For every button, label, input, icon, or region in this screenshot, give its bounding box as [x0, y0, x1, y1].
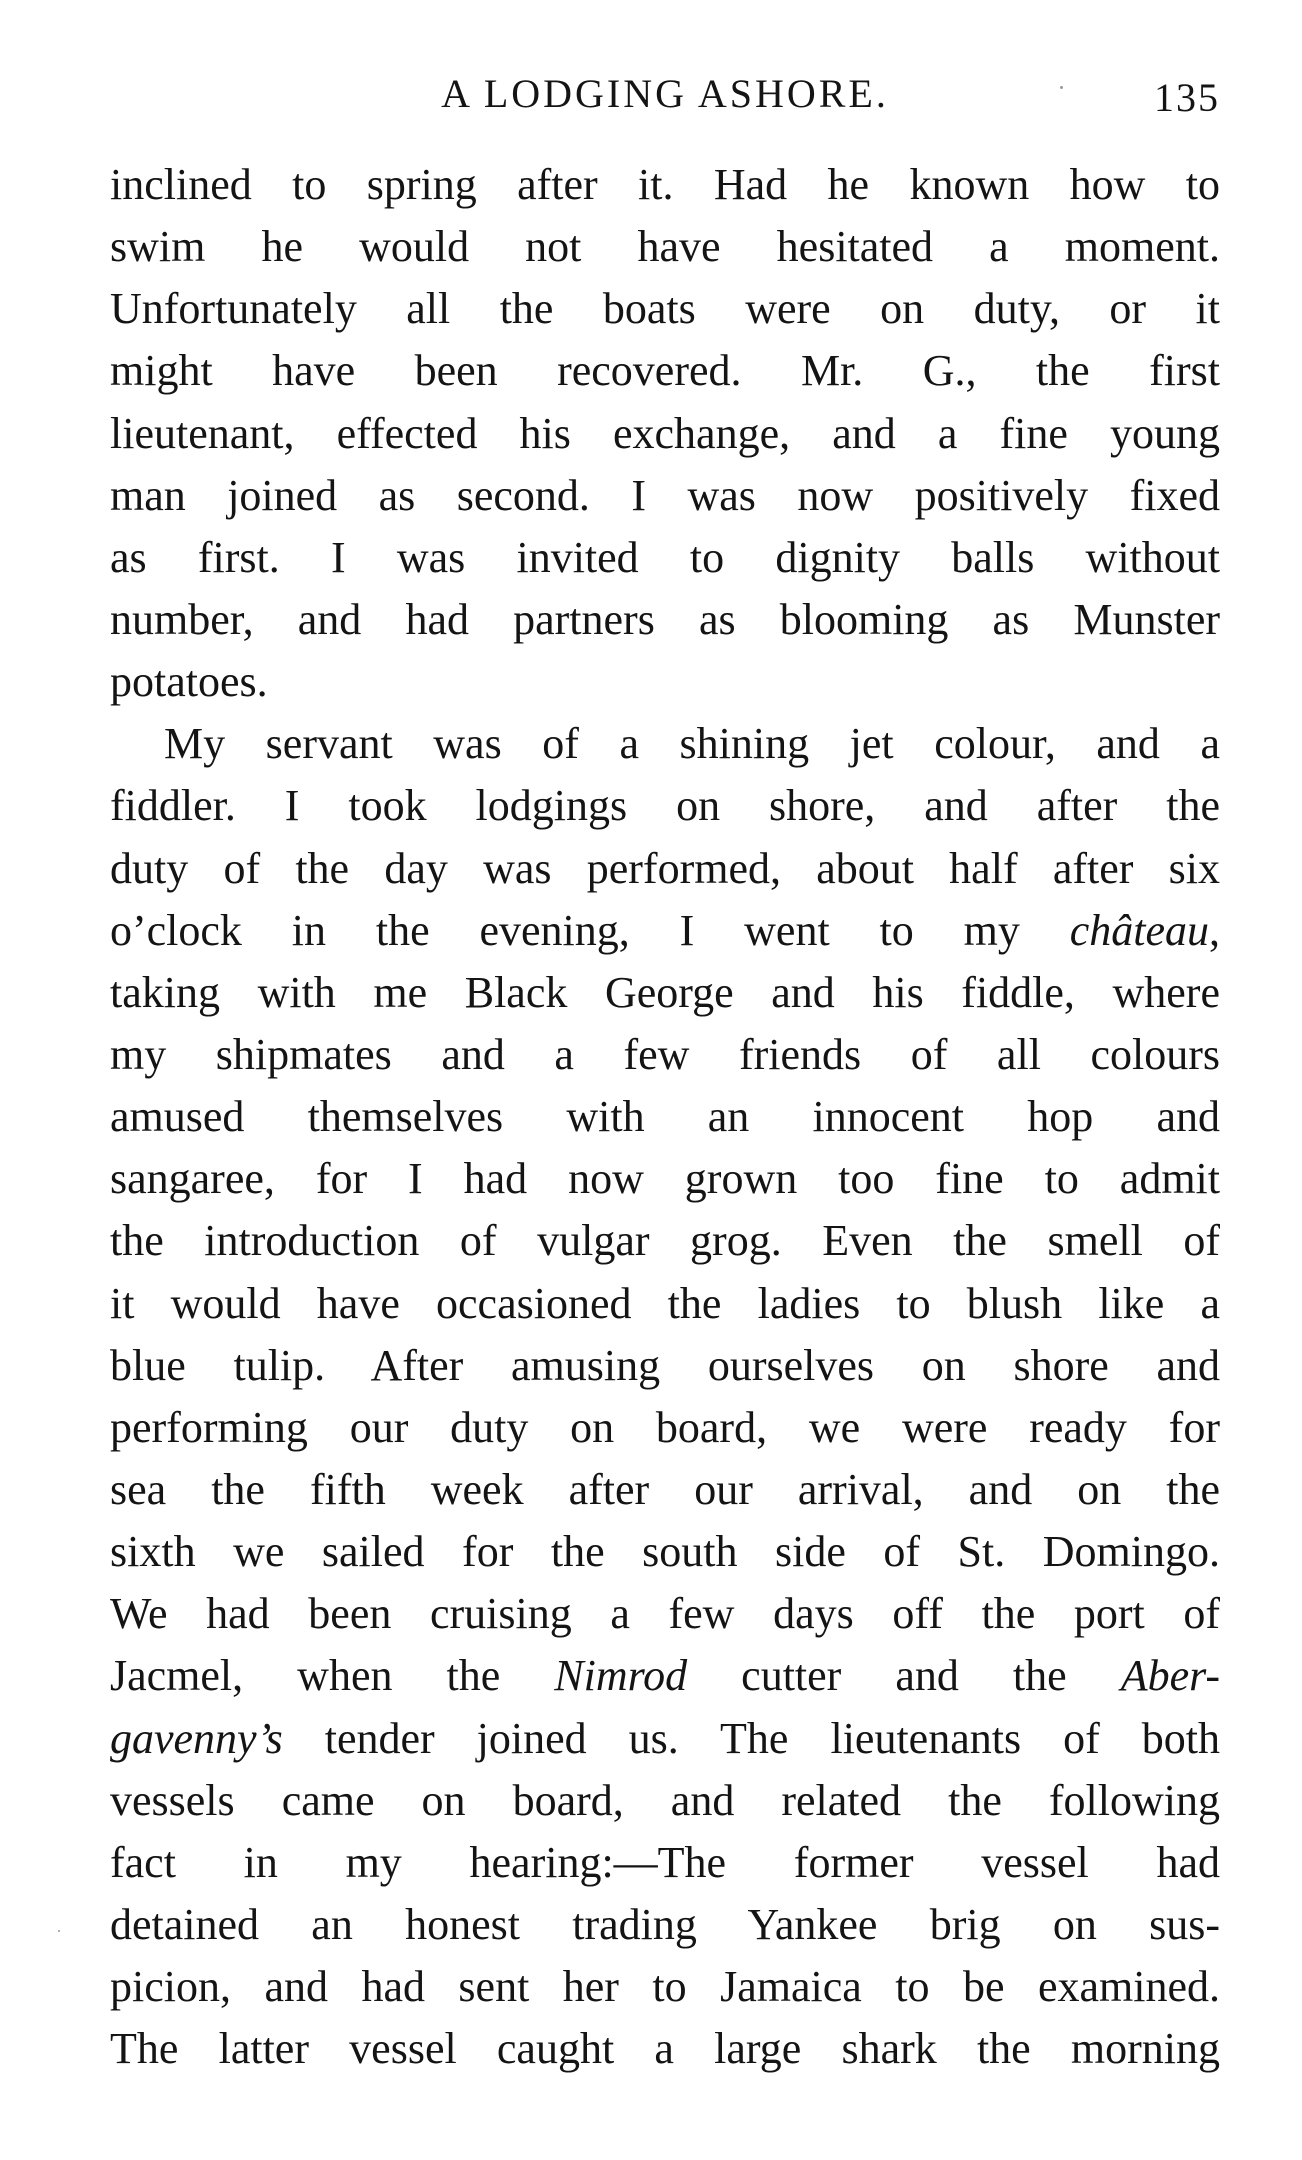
text-line: swim he would not have hesitated a moment. [110, 222, 1220, 272]
text-line: lieutenant, effected his exchange, and a fine young [110, 408, 1220, 458]
text-line: Jacmel, when the Nimrod cutter and the Aber- [110, 1651, 1220, 1701]
italic-ship-name: Nimrod [554, 1651, 688, 1701]
text-line: the introduction of vulgar grog. Even the smell of [110, 1216, 1220, 1266]
page-number: 135 [1154, 75, 1220, 120]
paragraph-end-line: potatoes. [110, 657, 268, 707]
text-line: We had been cruising a few days off the port of [110, 1589, 1220, 1639]
text-line: vessels came on board, and related the following [110, 1775, 1220, 1825]
text-line: Unfortunately all the boats were on duty, or it [110, 284, 1220, 334]
text-line: might have been recovered. Mr. G., the first [110, 346, 1220, 396]
text-line: o’clock in the evening, I went to my château, [110, 905, 1220, 955]
text-line: picion, and had sent her to Jamaica to be examined. [110, 1962, 1220, 2012]
text-line: it would have occasioned the ladies to blush like a [110, 1278, 1220, 1328]
text-line: as first. I was invited to dignity balls without [110, 532, 1220, 582]
paper-speck [1060, 86, 1063, 89]
text-line: number, and had partners as blooming as Munster [110, 594, 1220, 644]
text-line: gavenny’s tender joined us. The lieutenants of both [110, 1713, 1220, 1763]
text-line: amused themselves with an innocent hop and [110, 1092, 1220, 1142]
italic-word: château [1069, 905, 1209, 955]
paragraph-start-line: My servant was of a shining jet colour, and a [164, 719, 1220, 769]
text-line: performing our duty on board, we were ready for [110, 1402, 1220, 1452]
running-title: A LODGING ASHORE. [441, 71, 889, 116]
italic-ship-name: gavenny’s [110, 1713, 283, 1763]
text-line: blue tulip. After amusing ourselves on shore and [110, 1340, 1220, 1390]
text-line: sea the fifth week after our arrival, and on the [110, 1464, 1220, 1514]
text-line: sangaree, for I had now grown too fine to admit [110, 1154, 1220, 1204]
text-line: my shipmates and a few friends of all colours [110, 1029, 1220, 1079]
italic-ship-name: Aber- [1120, 1651, 1220, 1701]
running-head [110, 64, 1220, 124]
text-line: man joined as second. I was now positively fixed [110, 470, 1220, 520]
text-line: sixth we sailed for the south side of St. Domingo. [110, 1527, 1220, 1577]
text-line: detained an honest trading Yankee brig on sus- [110, 1899, 1220, 1949]
text-line: fact in my hearing:—The former vessel had [110, 1837, 1220, 1887]
text-line: taking with me Black George and his fiddle, where [110, 967, 1220, 1017]
paper-speck [58, 1930, 60, 1932]
text-line: duty of the day was performed, about half after six [110, 843, 1220, 893]
text-line: The latter vessel caught a large shark the morning [110, 2024, 1220, 2074]
body-text [110, 154, 1220, 2080]
text-line: fiddler. I took lodgings on shore, and after the [110, 781, 1220, 831]
text-line: inclined to spring after it. Had he known how to [110, 160, 1220, 209]
